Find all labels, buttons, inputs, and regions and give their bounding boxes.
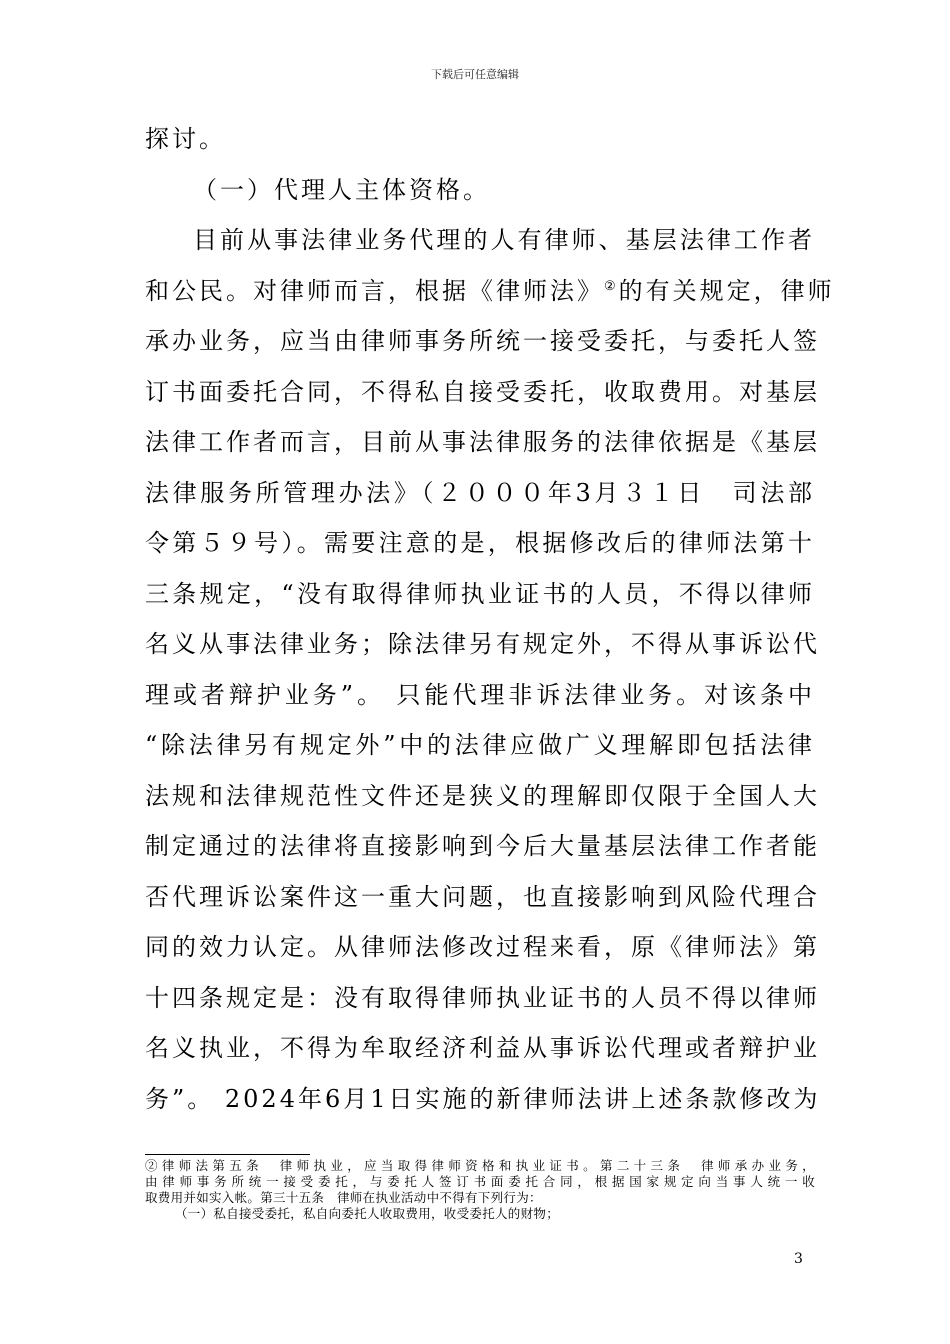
footnote-ref[interactable]: ② [604, 278, 619, 294]
body-line: 承办业务，应当由律师事务所统一接受委托，与委托人签 [145, 327, 820, 355]
body-line: 法规和法律规范性文件还是狭义的理解即仅限于全国人大 [145, 781, 820, 810]
section-heading: （一）代理人主体资格。 [193, 175, 490, 204]
footnote-line: （一）私自接受委托，私自向委托人收取费用，收受委托人的财物； [175, 1206, 560, 1221]
body-line: 法律服务所管理办法》（２０００年3月３１日 司法部 [145, 478, 815, 507]
footnote [145, 1158, 815, 1222]
body-line-part: 的有关规定，律师 [618, 276, 835, 305]
body-line [145, 266, 835, 317]
body-line: 法律工作者而言，目前从事法律服务的法律依据是《基层 [145, 428, 820, 456]
body-line: 名义从事法律业务；除法律另有规定外，不得从事诉讼代 [145, 630, 820, 658]
body-line: 理或者辩护业务”。 只能代理非诉法律业务。对该条中 [145, 680, 815, 709]
page-number: 3 [794, 1251, 803, 1267]
body-line: 制定通过的法律将直接影响到今后大量基层法律工作者能 [145, 832, 820, 860]
footnote-line: ②律师法第五条 律师执业，应当取得律师资格和执业证书。第二十三条 律师承办业务， [145, 1158, 815, 1173]
body-line: 务”。 2024年6月1日实施的新律师法讲上述条款修改为 [145, 1084, 821, 1113]
body-line: 探讨。 [145, 125, 226, 153]
body-line: 三条规定，“没有取得律师执业证书的人员，不得以律师 [145, 579, 815, 608]
body-text [145, 114, 835, 1124]
body-line: 同的效力认定。从律师法修改过程来看，原《律师法》第 [145, 933, 820, 961]
footnote-separator [145, 1154, 310, 1155]
body-line: 订书面委托合同，不得私自接受委托，收取费用。对基层 [145, 377, 820, 406]
footnote-line: 由律师事务所统一接受委托，与委托人签订书面委托合同，根据国家规定向当事人统一收 [145, 1174, 815, 1189]
body-line: 名义执业，不得为牟取经济利益从事诉讼代理或者辩护业 [145, 1034, 820, 1062]
body-line-part: 和公民。对律师而言，根据《律师法》 [145, 276, 604, 305]
body-line: 令第５９号）。需要注意的是，根据修改后的律师法第十 [145, 529, 815, 557]
body-line: 否代理诉讼案件这一重大问题，也直接影响到风险代理合 [145, 882, 820, 911]
body-line: 十四条规定是：没有取得律师执业证书的人员不得以律师 [145, 983, 820, 1012]
body-line: “除法律另有规定外”中的法律应做广义理解即包括法律 [145, 731, 815, 759]
body-line: 目前从事法律业务代理的人有律师、基层法律工作者 [193, 226, 815, 254]
page-header: 下载后可任意编辑 [431, 68, 519, 81]
footnote-line: 取费用并如实入帐。第三十五条 律师在执业活动中不得有下列行为： [145, 1190, 542, 1205]
